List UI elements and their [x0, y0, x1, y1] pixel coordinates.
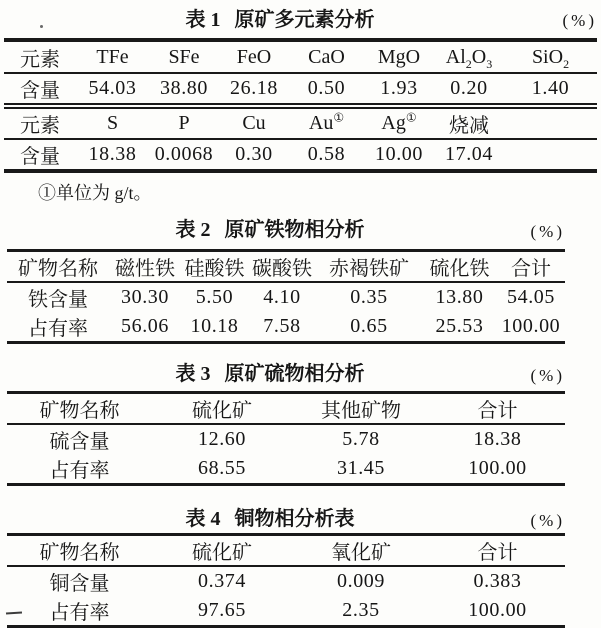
value-cell: 54.05 [507, 286, 555, 308]
header-cell: Cu [219, 108, 289, 139]
table-1-part-1 [4, 42, 597, 105]
formula-text: SiO [531, 45, 564, 68]
header-cell-ag [364, 108, 434, 139]
value-cell: 17.04 [445, 143, 493, 165]
footnote-marker: ① [405, 110, 417, 125]
value-cell: 31.45 [337, 457, 385, 479]
formula-text: Al [445, 45, 466, 68]
table-row [7, 424, 565, 454]
table1-caption [4, 6, 597, 34]
value-cell: 0.383 [473, 570, 522, 592]
header-cell: 硅酸铁 [181, 251, 248, 283]
table-1 [4, 38, 597, 173]
table4-caption-text [7, 506, 565, 533]
table3-unit-label: (%) [530, 366, 565, 385]
table4-caption-label: 表 4 [185, 508, 221, 530]
value-cell: 0.50 [307, 77, 346, 99]
header-cell: FeO [219, 42, 289, 73]
table1-caption-text [4, 6, 597, 34]
table-row [7, 251, 565, 283]
value-cell: 25.53 [435, 315, 484, 337]
value-cell: 5.50 [195, 286, 234, 308]
table3-caption [7, 361, 565, 388]
table2-unit-label: (%) [530, 222, 565, 241]
value-cell: 56.06 [121, 315, 169, 337]
value-cell: 97.65 [198, 599, 246, 621]
table1-caption-title: 原矿多元素分析 [234, 9, 375, 31]
header-cell: 烧减 [434, 108, 504, 139]
value-cell: 10.18 [190, 315, 239, 337]
value-cell: 100.00 [468, 599, 527, 621]
table1-caption-label: 表 1 [185, 9, 221, 31]
table-1-part-2 [4, 107, 597, 169]
header-cell: 矿物名称 [7, 251, 109, 283]
header-cell: TFe [76, 42, 149, 73]
footnote-marker: ① [333, 110, 345, 125]
formula-subscript: 2 [465, 56, 472, 71]
header-cell-au [289, 108, 364, 139]
element-symbol: Ag [381, 112, 406, 134]
header-cell: 硫化铁 [422, 251, 497, 283]
header-cell: 合计 [430, 393, 565, 425]
value-cell: 0.58 [307, 143, 346, 165]
value-cell: 2.35 [342, 599, 380, 621]
scanned-paper-page [0, 6, 601, 624]
header-cell-al2o3 [434, 42, 504, 73]
table-4 [7, 533, 565, 628]
value-cell: 0.20 [450, 77, 488, 99]
value-cell: 7.58 [263, 315, 301, 337]
header-cell: 元素 [4, 42, 76, 73]
header-cell: CaO [289, 42, 364, 73]
header-cell-sio2 [504, 42, 597, 73]
table2-caption-label: 表 2 [175, 219, 211, 241]
table-row [4, 139, 597, 169]
table-row [7, 393, 565, 425]
value-cell: 68.55 [198, 457, 246, 479]
header-cell: 矿物名称 [7, 535, 152, 567]
header-cell: 其他矿物 [292, 393, 430, 425]
element-symbol: Au [308, 112, 334, 134]
table-row [7, 596, 565, 627]
table3-caption-label: 表 3 [175, 363, 211, 385]
formula-subscript: 2 [563, 56, 570, 71]
value-cell: 0.65 [350, 315, 388, 337]
header-cell: 合计 [430, 535, 565, 567]
header-cell: 磁性铁 [109, 251, 181, 283]
table3-caption-title: 原矿硫物相分析 [224, 363, 365, 385]
value-cell: 0.374 [198, 570, 246, 592]
table1-footnote: ①单位为 g/t。 [38, 183, 152, 203]
header-cell: 硫化矿 [152, 535, 292, 567]
value-cell: 18.38 [473, 428, 522, 450]
empty-cell [504, 139, 597, 169]
value-cell: 1.40 [531, 77, 570, 99]
value-cell: 38.80 [160, 77, 208, 99]
value-cell: 0.30 [235, 143, 273, 165]
header-cell: 硫化矿 [152, 393, 292, 425]
table-row [7, 312, 565, 343]
table-3 [7, 391, 565, 486]
value-cell: 18.38 [88, 143, 137, 165]
table4-caption-title: 铜物相分析表 [234, 508, 355, 530]
value-cell: 100.00 [468, 457, 527, 479]
table2-caption-title: 原矿铁物相分析 [224, 219, 365, 241]
value-cell: 30.30 [121, 286, 169, 308]
header-cell: 氧化矿 [292, 535, 430, 567]
table-2 [7, 249, 565, 344]
value-cell: 0.0068 [154, 143, 214, 165]
row-label-cell: 硫含量 [49, 431, 110, 453]
table4-unit-label: (%) [530, 511, 565, 530]
table2-caption-text [7, 217, 565, 244]
formula-subscript: 3 [486, 56, 493, 71]
table-row [7, 566, 565, 596]
table1-unit-label: (%) [562, 11, 597, 30]
table-row [7, 454, 565, 485]
table-row [7, 535, 565, 567]
row-label-cell: 占有率 [49, 460, 110, 482]
header-cell: MgO [364, 42, 434, 73]
header-cell: S [76, 108, 149, 139]
header-cell: 碳酸铁 [248, 251, 316, 283]
value-cell: 4.10 [263, 286, 301, 308]
header-cell: 赤褐铁矿 [316, 251, 422, 283]
formula-text: O [471, 45, 487, 68]
value-cell: 54.03 [88, 77, 137, 99]
table-row [4, 73, 597, 104]
table3-caption-text [7, 361, 565, 388]
value-cell: 10.00 [375, 143, 423, 165]
table-row [4, 108, 597, 139]
header-cell: 元素 [4, 108, 76, 139]
header-cell: P [149, 108, 219, 139]
value-cell: 5.78 [342, 428, 380, 450]
value-cell: 0.35 [350, 286, 388, 308]
table4-caption [7, 506, 565, 533]
value-cell: 100.00 [501, 315, 561, 337]
header-cell: 合计 [497, 251, 565, 283]
empty-cell [504, 108, 597, 139]
row-label-cell: 占有率 [49, 602, 110, 624]
value-cell: 1.93 [380, 77, 418, 99]
table-row [4, 42, 597, 73]
header-cell: SFe [149, 42, 219, 73]
table-row [7, 282, 565, 312]
header-cell: 矿物名称 [7, 393, 152, 425]
row-label-cell: 铜含量 [49, 573, 110, 595]
table2-caption [7, 217, 565, 244]
value-cell: 0.009 [337, 570, 385, 592]
value-cell: 13.80 [435, 286, 484, 308]
value-cell: 26.18 [230, 77, 278, 99]
row-label-cell: 含量 [20, 80, 60, 102]
row-label-cell: 含量 [20, 146, 60, 168]
value-cell: 12.60 [198, 428, 246, 450]
row-label-cell: 占有率 [28, 318, 88, 340]
row-label-cell: 铁含量 [28, 289, 88, 311]
